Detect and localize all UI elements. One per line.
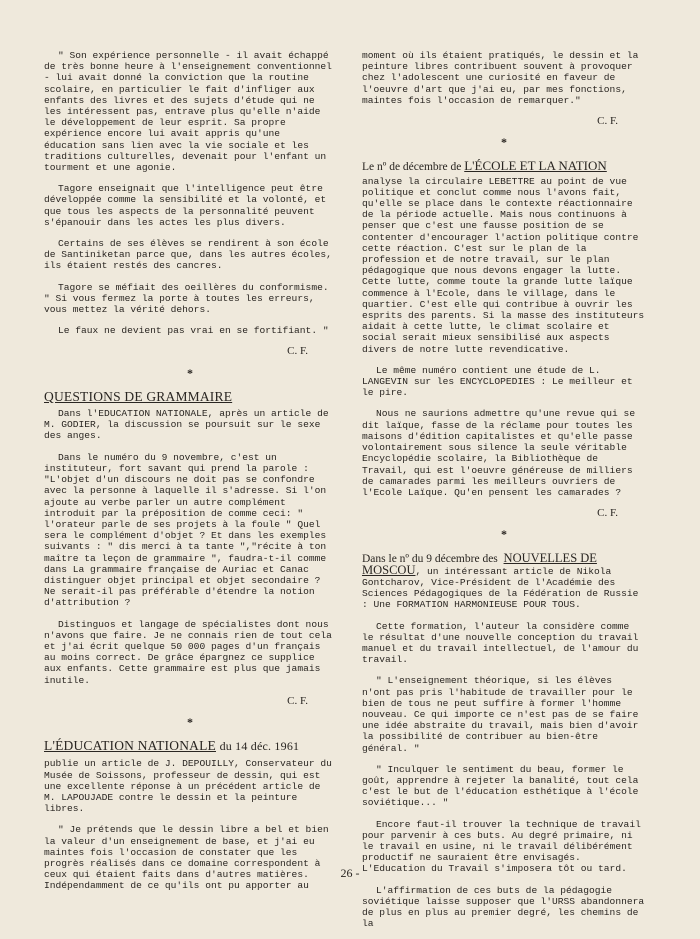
section-separator: * (501, 527, 507, 542)
grammaire-response-paragraph: Distinguos et langage de spécialistes dont nous n'avons que faire. Je ne connais rien de tout cela et j'ai écrit quelque 50 000 pages d'un français au moins correct. De grâce épargnez ce supplice aux enfants. Cette grammaire est plus que jamais inutile. (44, 618, 332, 686)
signature-cf: C. F. (287, 345, 308, 358)
left-column (44, 50, 336, 902)
grammaire-heading (44, 388, 336, 404)
grammaire-intro-paragraph: Dans l'EDUCATION NATIONALE, après un article de M. GODIER, la discussion se poursuit sur le sexe des anges. (44, 408, 329, 442)
formation-paragraph: Cette formation, l'auteur la considère comme le résultat d'une nouvelle conception du travail manuel et du travail intellectuel, de l'amour du travail. (362, 620, 639, 666)
dessin-continuation-paragraph: moment où ils étaient pratiqués, le dessin et la peinture libres contribuent souvent à provoquer chez l'adolescent une curiosité en faveur de l'oeuvre d'art que j'ai eu, par mes fonctions, maintes fois l'occasion de remarquer." (362, 50, 639, 106)
revue-laique-paragraph: Nous ne saurions admettre qu'une revue qui se dit laïque, fasse de la réclame pour toutes les maisons d'édition capitalistes et qu'elle passe volontairement sous silence la seule véritable Encyclopédie scolaire, la Bibliothèque de Travail, qui est l'oeuvre généreuse de milliers de camarades parmi les meilleurs ouvriers de l'Ecole Laïque. Qu'en pensent les camarades ? (362, 408, 636, 498)
section-separator: * (187, 365, 193, 380)
ecole-nation-title: L'ÉCOLE ET LA NATION (464, 158, 607, 174)
right-column (362, 50, 646, 939)
tagore-quote-paragraph: " Son expérience personnelle - il avait échappé de très bonne heure à l'enseignement conventionnel - lui avait donné la conviction que la routine scolaire, en particulier le fait d'infliger aux enfants des livres et des sujets d'étude qui ne les intéressent pas, entrave plus qu'elle n'aide le développement de leur esprit. Sa propre expérience encore lui avait appris qu'une éducation sans lien avec la vie sociale et les traditions culturelles, devenait pour l'enfant un tourment et une agonie. (44, 50, 332, 174)
tagore-intelligence-paragraph: Tagore enseignait que l'intelligence peut être développée comme la sensibilité et la volonté, et que tous les aspects de la personnalité peuvent s'épanouir dans les actes les plus divers. (44, 183, 327, 228)
grammaire-heading-text: QUESTIONS DE GRAMMAIRE (44, 388, 233, 404)
grammaire-quote-paragraph: Dans le numéro du 9 novembre, c'est un instituteur, fort savant qui prend la parole : "L'objet d'un discours ne doit pas se confondre avec la personne à laquelle il s'adresse. Si l'on ajoute au verbe parler un autre complément introduit par la préposition de comme ceci: " l'orateur parle de ses projets à la foule " Quel sera le complément d'objet ? Et dans les exemples suivants : " dis merci à ta tante ","récite à ton maître ta leçon de grammaire ", faudra-t-il comme dans La grammaire française de Auriac et Canac distinguer objet principal et objet secondaire ? Ne serait-il pas préférable d'étendre la notion d'attribution ? (44, 451, 327, 609)
page-number: 26 - (340, 866, 360, 880)
sentiment-beau-paragraph: " Inculquer le sentiment du beau, former le goût, apprendre à rejeter la banalité, tout cela c'est le but de l'éducation esthétique à l'école soviétique... " (362, 763, 639, 809)
conformisme-paragraph: Tagore se méfiait des oeillères du conformisme. " Si vous fermez la porte à toutes les erreurs, vous mettez la vérité dehors. (44, 281, 329, 316)
depouilly-paragraph: publie un article de J. DEPOUILLY, Conservateur du Musée de Soissons, professeur de dessin, qui est une excellente réponse à un précédent article de M. LAPOUJADE contre le dessin et la peinture libres. (44, 758, 332, 815)
section-separator: * (187, 714, 193, 729)
faux-vrai-paragraph: Le faux ne devient pas vrai en se fortifiant. " (58, 325, 329, 337)
langevin-paragraph: Le même numéro contient une étude de L. LANGEVIN sur les ENCYCLOPEDIES : Le meilleur et le pire. (362, 364, 633, 399)
signature-cf: C. F. (287, 694, 308, 707)
technique-travail-paragraph: Encore faut-il trouver la technique de travail pour parvenir à ces buts. Au degré primaire, ni le travail en usine, ni le travail délibérément productif ne sauraient être envisagés. L'Education du Travail s'imposera tôt ou tard. (362, 818, 641, 875)
ecole-nation-heading (362, 160, 646, 173)
pedagogie-sovietique-paragraph: L'affirmation de ces buts de la pédagogie soviétique laisse supposer que l'URSS abandonnera de plus en plus au premier degré, les chemins de la (362, 884, 645, 930)
nouvelles-moscou-lead: Dans le nº du 9 décembre des (362, 552, 498, 565)
nouvelles-moscou-title: NOUVELLES DE MOSCOU (362, 550, 597, 577)
ecole-nation-lead: Le nº de décembre de (362, 161, 462, 174)
education-nationale-heading (44, 740, 336, 752)
signature-cf: C. F. (597, 507, 618, 520)
nouvelles-moscou-paragraph (362, 550, 646, 611)
section-separator: * (501, 135, 507, 150)
signature-cf: C. F. (597, 115, 618, 128)
enseignement-theorique-paragraph: " L'enseignement théorique, si les élèves n'ont pas pris l'habitude de travailler pour le bien de tous ne peut suffire à former l'homme nouveau. Ce qui importe ce n'est pas de se faire une idée abstraite du travail, mais bien d'avoir la possibilité de contribuer au bien-être général. " (362, 675, 639, 754)
dessin-libre-paragraph: " Je prétends que le dessin libre a bel et bien la valeur d'un enseignement de base, et j'ai eu maintes fois l'occasion de constater que les progrès réalisés dans ce domaine correspondent à ceux qui étaient faits dans d'autres matières. Indépendamment de ce qu'ils ont pu apporter au (44, 824, 329, 892)
education-nationale-title: L'ÉDUCATION NATIONALE (44, 738, 216, 754)
lebettre-paragraph: analyse la circulaire LEBETTRE au point de vue politique et conclut comme nous l'avons fait, qu'elle se place dans le contexte réactionnaire de la période actuelle. Mais nous continuons à penser que c'est une fausse position de se contenter d'encourager l'action politique contre cette réaction. C'est sur le plan de la profession et de notre travail, sur le plan pédagogique que nous devons engager la lutte. Cette lutte, comme toute la grande lutte laïque commence à l'Ecole, dans le village, dans le quartier. C'est elle qui contribue à ouvrir les esprits des parents. Si la masse des instituteurs aidait à cette lutte, le climat scolaire et social serait mieux sensibilisé aux aspects divers de notre lutte revendicative. (362, 175, 645, 355)
santiniketan-paragraph: Certains de ses élèves se rendirent à son école de Santiniketan parce que, dans les autres écoles, ils étaient restés des cancres. (44, 238, 332, 272)
education-nationale-date: du 14 déc. 1961 (219, 739, 300, 754)
gontcharov-text: , un intéressant article de Nikola Gontcharov, Vice-Président de l'Académie des Sciences Pédagogiques de la Fédération de Russie : Une FORMATION HARMONIEUSE POUR TOUS. (362, 565, 639, 611)
